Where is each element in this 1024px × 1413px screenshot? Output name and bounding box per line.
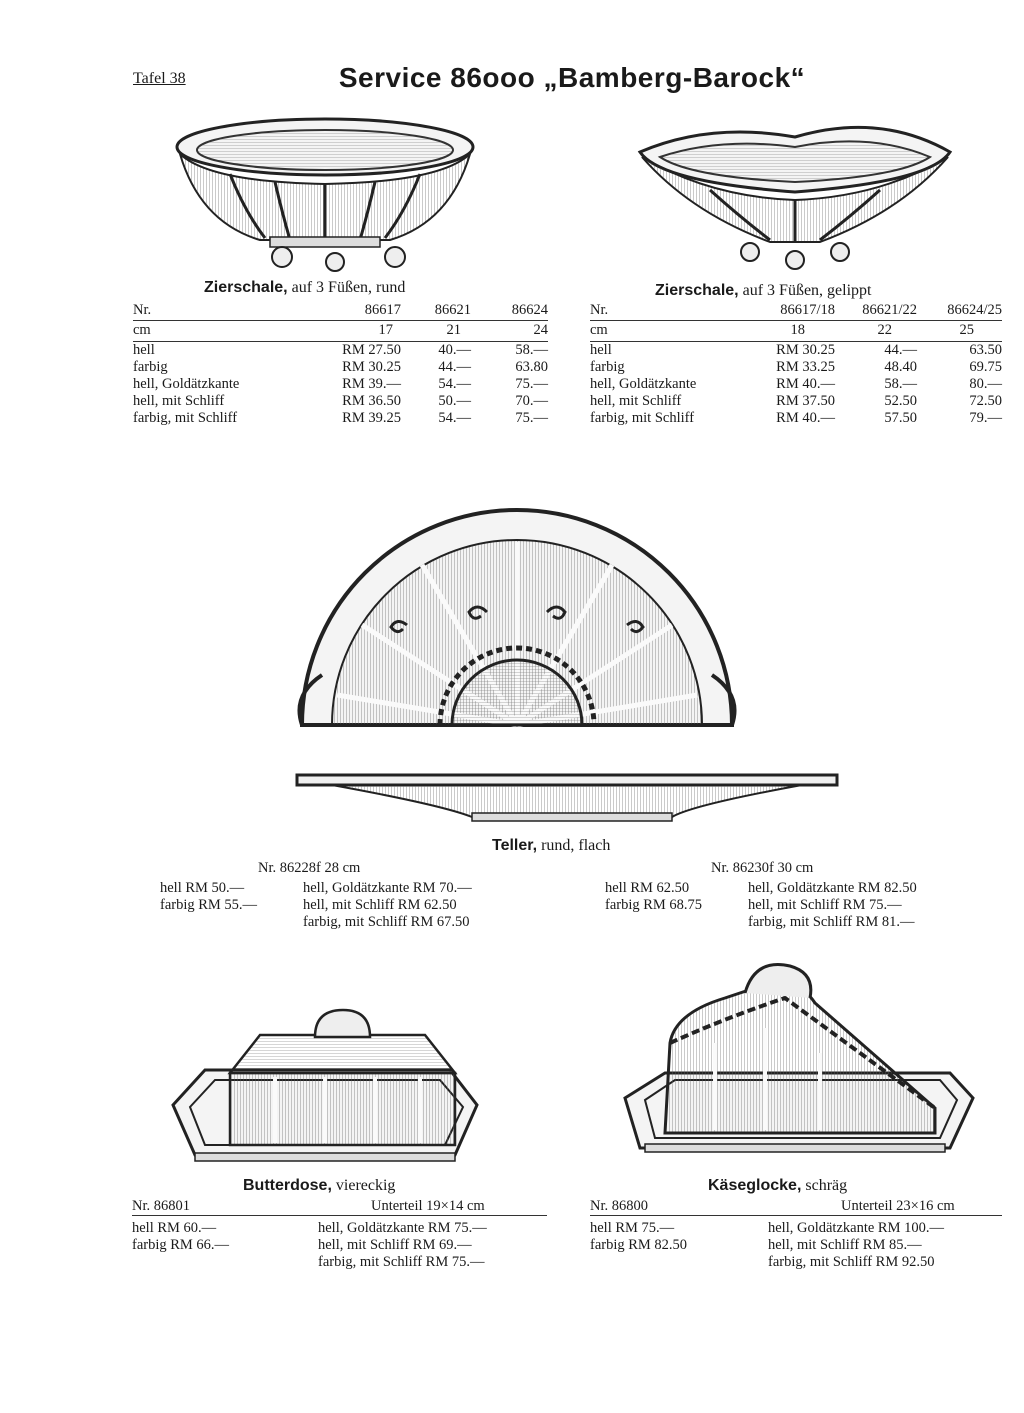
variant-label: hell, mit Schliff: [590, 393, 682, 409]
price: 70.—: [515, 393, 548, 409]
plate-30-header: Nr. 86230f 30 cm: [711, 860, 814, 876]
nr-label: Nr.: [590, 302, 745, 321]
price: RM 30.25: [342, 359, 401, 375]
price: RM 37.50: [776, 393, 835, 409]
size-value: 18: [745, 321, 835, 342]
plate-name: Teller,: [492, 837, 538, 854]
price: 44.—: [438, 359, 471, 375]
divider: [590, 1215, 1002, 1216]
cm-label: cm: [590, 321, 745, 342]
variant-label: hell, Goldätzkante: [590, 376, 697, 392]
size-value: 25: [917, 321, 1002, 342]
plate-description: rund, flach: [537, 837, 611, 854]
price: RM 39.—: [342, 376, 401, 392]
lobed-bowl-price-table: [590, 302, 1002, 427]
size-value: 21: [401, 321, 471, 342]
price: 63.80: [515, 359, 548, 375]
lobed-bowl-caption: [655, 282, 871, 300]
item-number: 86621/22: [835, 302, 917, 321]
price: 75.—: [515, 376, 548, 392]
lobed-bowl-illustration: [630, 112, 960, 272]
butter-dish-name: Butterdose,: [243, 1177, 332, 1194]
variant-label: hell, Goldätzkante: [133, 376, 240, 392]
cheese-dome-basic-prices: [590, 1220, 687, 1254]
size-value: 17: [291, 321, 401, 342]
round-bowl-illustration: [170, 112, 480, 272]
item-number: 86617/18: [745, 302, 835, 321]
variant-label: hell: [590, 342, 612, 358]
plate-30-decor-prices: [748, 880, 917, 931]
price-line: farbig, mit Schliff RM 75.—: [318, 1254, 485, 1270]
variant-label: farbig: [133, 359, 168, 375]
plate-caption: [492, 837, 610, 855]
round-bowl-description: auf 3 Füßen, rund: [287, 279, 406, 296]
price-line: hell, mit Schliff RM 62.50: [303, 897, 457, 913]
item-number: 86621: [401, 302, 471, 321]
price: 58.—: [884, 376, 917, 392]
round-bowl-caption: [204, 279, 405, 297]
price-line: farbig, mit Schliff RM 81.—: [748, 914, 915, 930]
price-line: farbig RM 66.—: [132, 1237, 230, 1253]
price: RM 39.25: [342, 410, 401, 426]
price-line: hell, Goldätzkante RM 75.—: [318, 1220, 487, 1236]
price-line: hell, Goldätzkante RM 100.—: [768, 1220, 944, 1236]
price-line: farbig RM 55.—: [160, 897, 258, 913]
variant-label: farbig, mit Schliff: [590, 410, 695, 426]
price: 54.—: [438, 376, 471, 392]
cheese-dome-description: schräg: [801, 1177, 848, 1194]
price: 44.—: [884, 342, 917, 358]
butter-dish-illustration: [165, 1005, 485, 1170]
price-line: hell, Goldätzkante RM 82.50: [748, 880, 917, 896]
price: 54.—: [438, 410, 471, 426]
cheese-dome-number: Nr. 86800: [590, 1198, 648, 1214]
butter-dish-decor-prices: [318, 1220, 487, 1271]
item-number: 86624: [471, 302, 548, 321]
price: 52.50: [884, 393, 917, 409]
price: 69.75: [969, 359, 1002, 375]
price: RM 36.50: [342, 393, 401, 409]
butter-dish-number: Nr. 86801: [132, 1198, 190, 1214]
price: 63.50: [969, 342, 1002, 358]
lobed-bowl-description: auf 3 Füßen, gelippt: [738, 282, 872, 299]
round-bowl-name: Zierschale,: [204, 279, 288, 296]
variant-label: hell, mit Schliff: [133, 393, 225, 409]
price: 48.40: [884, 359, 917, 375]
price: RM 27.50: [342, 342, 401, 358]
cheese-dome-decor-prices: [768, 1220, 944, 1271]
size-value: 22: [835, 321, 917, 342]
butter-dish-caption: [243, 1177, 395, 1195]
lobed-bowl-name: Zierschale,: [655, 282, 739, 299]
price-line: hell RM 50.—: [160, 880, 245, 896]
price-line: hell RM 60.—: [132, 1220, 217, 1236]
price: 57.50: [884, 410, 917, 426]
nr-label: Nr.: [133, 302, 291, 321]
plate-28-header: Nr. 86228f 28 cm: [258, 860, 361, 876]
cheese-dome-base-size: Unterteil 23×16 cm: [841, 1198, 955, 1214]
variant-label: farbig: [590, 359, 625, 375]
price: RM 33.25: [776, 359, 835, 375]
price: RM 40.—: [776, 410, 835, 426]
price-line: farbig, mit Schliff RM 92.50: [768, 1254, 935, 1270]
plate-side-view-illustration: [292, 765, 842, 825]
price-line: farbig, mit Schliff RM 67.50: [303, 914, 470, 930]
price-line: hell RM 75.—: [590, 1220, 675, 1236]
butter-dish-base-size: Unterteil 19×14 cm: [371, 1198, 485, 1214]
divider: [132, 1215, 547, 1216]
price: RM 40.—: [776, 376, 835, 392]
price: RM 30.25: [776, 342, 835, 358]
price-line: hell RM 62.50: [605, 880, 690, 896]
price-line: farbig RM 68.75: [605, 897, 703, 913]
price-line: hell, mit Schliff RM 85.—: [768, 1237, 922, 1253]
price-line: farbig RM 82.50: [590, 1237, 688, 1253]
price-line: hell, mit Schliff RM 75.—: [748, 897, 902, 913]
price-line: hell, mit Schliff RM 69.—: [318, 1237, 472, 1253]
variant-label: farbig, mit Schliff: [133, 410, 238, 426]
item-number: 86624/25: [917, 302, 1002, 321]
price-line: hell, Goldätzkante RM 70.—: [303, 880, 472, 896]
plate-top-view-illustration: [292, 480, 742, 740]
cm-label: cm: [133, 321, 291, 342]
price: 40.—: [438, 342, 471, 358]
cheese-dome-caption: [708, 1177, 847, 1195]
price: 50.—: [438, 393, 471, 409]
butter-dish-basic-prices: [132, 1220, 229, 1254]
page-title: Service 86ooo „Bamberg-Barock“: [338, 62, 806, 93]
variant-label: hell: [133, 342, 155, 358]
butter-dish-description: viereckig: [331, 1177, 396, 1194]
item-number: 86617: [291, 302, 401, 321]
price: 58.—: [515, 342, 548, 358]
round-bowl-price-table: [133, 302, 548, 427]
plate-30-basic-prices: [605, 880, 702, 914]
plate-number: Tafel 38: [133, 70, 186, 87]
plate-28-decor-prices: [303, 880, 472, 931]
price: 72.50: [969, 393, 1002, 409]
cheese-dome-illustration: [615, 958, 980, 1168]
price: 79.—: [969, 410, 1002, 426]
price: 75.—: [515, 410, 548, 426]
cheese-dome-name: Käseglocke,: [708, 1177, 802, 1194]
price: 80.—: [969, 376, 1002, 392]
plate-28-basic-prices: [160, 880, 257, 914]
size-value: 24: [471, 321, 548, 342]
